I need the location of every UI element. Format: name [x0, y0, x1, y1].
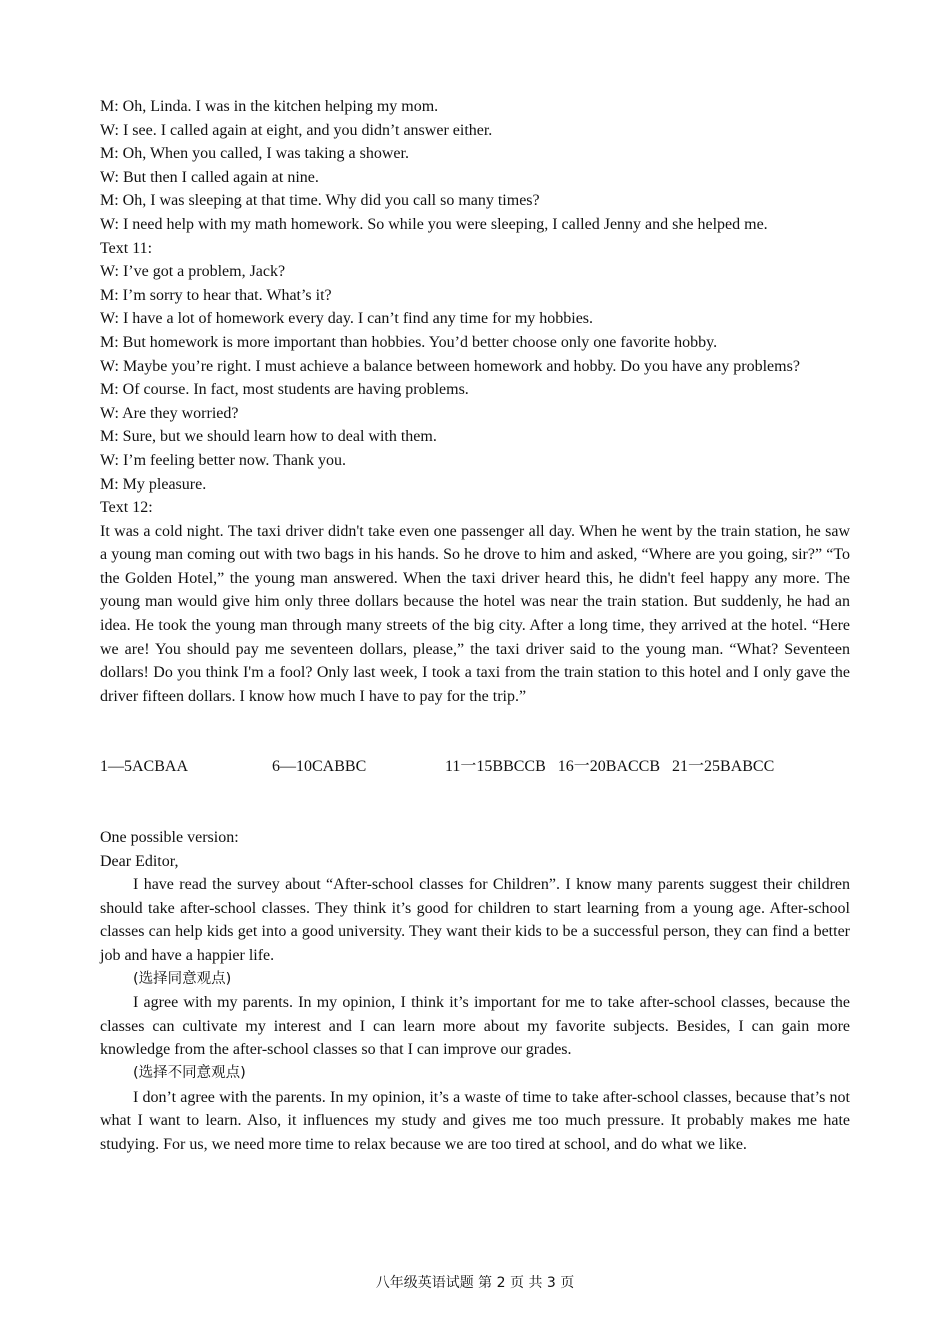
dialogue-line: W: I need help with my math homework. So while you were sleeping, I called Jenny and she helped me.: [100, 215, 768, 233]
dialogue-line: M: My pleasure.: [100, 475, 207, 493]
dialogue-line: W: But then I called again at nine.: [100, 168, 319, 186]
page-footer: 八年级英语试题 第 2 页 共 3 页: [375, 1275, 575, 1291]
dialogue-line: W: I’m feeling better now. Thank you.: [100, 451, 346, 469]
essay-note-disagree: (选择不同意观点): [133, 1064, 246, 1081]
dialogue-line: M: Oh, When you called, I was taking a shower.: [100, 145, 409, 163]
answer-group: 6—10CABBC: [272, 758, 367, 776]
text12-paragraph: It was a cold night. The taxi driver didn't take even one passenger all day. When he went by the train station, he saw a young man coming out with two bags in his hands. So he drove to him and asked, “Where are you going, sir?” “To the Golden Hotel,” the young man answered. When the taxi driver heard this, he didn't feel happy any more. The young man would give him only three dollars because the hotel was near the train station. But suddenly, he had an idea. He took the young man through many streets of the big city. After a long time, they arrived at the hotel. “Here we are! You should pay me seventeen dollars, please,” the taxi driver said to the young man. “What? Seventeen dollars! Do you think I'm a fool? Only last week, I took a taxi from the train station to this hotel and I only gave the driver fifteen dollars. I know how much I have to pay for the trip.”: [100, 522, 850, 705]
essay-greeting: Dear Editor,: [100, 852, 179, 870]
dialogue-line: W: Are they worried?: [100, 404, 239, 422]
text11-section: [100, 237, 850, 497]
dialogue-line: W: Maybe you’re right. I must achieve a balance between homework and hobby. Do you have any problems?: [100, 357, 800, 375]
essay-paragraph-1: I have read the survey about “After-school classes for Children”. I know many parents suggest their children should take after-school classes. They think it’s good for children to start learning from a young age. After-school classes can help kids get into a good university. They want their kids to be a successful person, they can find a better job and have a happier life.: [100, 876, 850, 964]
answer-group: 21一25BABCC: [672, 758, 775, 776]
dialogue-line: M: Sure, but we should learn how to deal with them.: [100, 428, 437, 446]
dialogue-line: W: I have a lot of homework every day. I can’t find any time for my hobbies.: [100, 310, 594, 328]
dialogue-line: M: But homework is more important than hobbies. You’d better choose only one favorite hobby.: [100, 333, 718, 351]
dialogue-line: M: Oh, Linda. I was in the kitchen helping my mom.: [100, 98, 439, 115]
document-body: [100, 95, 850, 1156]
dialogue-line: W: I’ve got a problem, Jack?: [100, 263, 286, 281]
dialogue-line: M: Of course. In fact, most students are having problems.: [100, 381, 469, 399]
answer-group: 11一15BBCCB: [445, 758, 546, 776]
essay-paragraph-2: I agree with my parents. In my opinion, I think it’s important for me to take after-school classes, because the classes can cultivate my interest and I can learn more about my favorite subjects. Besides, I can gain more knowledge from the after-school classes so that I can improve our grades.: [100, 994, 850, 1059]
essay-paragraph-3: I don’t agree with the parents. In my opinion, it’s a waste of time to take after-school classes, because that’s not what I want to learn. Also, it influences my study and gives me too much pressure. It probably makes me hate studying. For us, we need more time to relax because we are too tired at school, and do what we like.: [100, 1088, 850, 1153]
dialogue-line: W: I see. I called again at eight, and you didn’t answer either.: [100, 121, 493, 139]
dialogue-section: [100, 95, 850, 237]
dialogue-line: M: Oh, I was sleeping at that time. Why did you call so many times?: [100, 192, 540, 210]
text12-section: [100, 496, 850, 708]
answer-group: 1—5ACBAA: [100, 758, 189, 776]
text12-heading: Text 12:: [100, 499, 153, 517]
essay-intro: One possible version:: [100, 829, 239, 847]
text11-heading: Text 11:: [100, 239, 153, 257]
dialogue-line: M: I’m sorry to hear that. What’s it?: [100, 286, 332, 304]
essay-note-agree: (选择同意观点): [133, 970, 232, 987]
essay-section: [100, 826, 850, 1156]
answer-group: 16一20BACCB: [557, 758, 661, 776]
answer-key: [100, 755, 850, 779]
